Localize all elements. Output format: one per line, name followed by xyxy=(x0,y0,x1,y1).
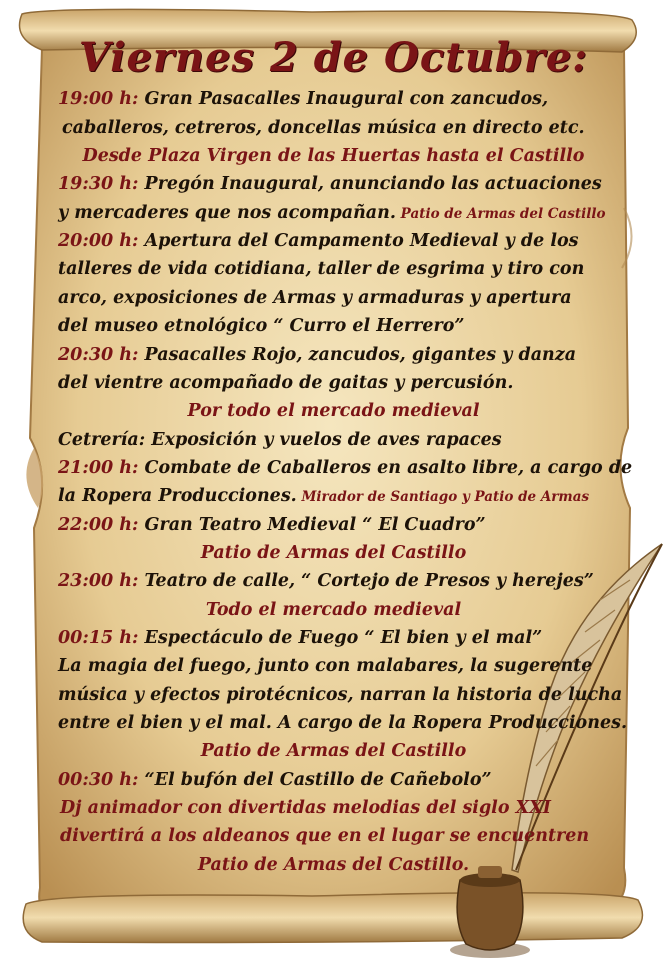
event-text: del museo etnológico “ Curro el Herrero” xyxy=(58,316,465,336)
schedule-line xyxy=(58,767,492,793)
event-text: Espectáculo de Fuego “ El bien y el mal” xyxy=(144,628,543,648)
schedule-line xyxy=(58,342,576,368)
schedule-line xyxy=(60,823,589,849)
event-text: Combate de Caballeros en asalto libre, a cargo de xyxy=(144,458,633,478)
schedule-line xyxy=(58,285,572,311)
inkwell-icon xyxy=(450,866,530,958)
schedule-line xyxy=(58,568,594,594)
event-text: Pregón Inaugural, anunciando las actuaciones xyxy=(144,174,602,194)
location-label: Por todo el mercado medieval xyxy=(187,401,480,421)
event-text: caballeros, cetreros, doncellas música en directo etc. xyxy=(62,118,585,138)
location-label: Todo el mercado medieval xyxy=(205,600,462,620)
location-label: Patio de Armas del Castillo xyxy=(200,741,467,761)
event-time: 22:00 h: xyxy=(58,515,145,535)
location-label: Desde Plaza Virgen de las Huertas hasta el Castillo xyxy=(82,146,585,166)
event-text: Pasacalles Rojo, zancudos, gigantes y danza xyxy=(144,345,577,365)
event-text: Gran Teatro Medieval “ El Cuadro” xyxy=(144,515,486,535)
event-text: y mercaderes que nos acompañan. xyxy=(58,203,396,223)
schedule-line xyxy=(58,625,542,651)
location-label: Patio de Armas del Castillo xyxy=(200,543,467,563)
location-label: Patio de Armas del Castillo. xyxy=(197,855,470,875)
event-time: 19:00 h: xyxy=(58,89,145,109)
event-text: Gran Pasacalles Inaugural con zancudos, xyxy=(144,89,549,109)
schedule-line xyxy=(58,682,622,708)
schedule-line xyxy=(60,795,551,821)
event-time: 00:15 h: xyxy=(58,628,145,648)
schedule-line xyxy=(58,256,584,282)
event-text: del vientre acompañado de gaitas y percusión. xyxy=(58,373,514,393)
event-text: entre el bien y el mal. A cargo de la Ropera Producciones. xyxy=(58,713,628,733)
schedule-line xyxy=(58,86,548,112)
event-text: “El bufón del Castillo de Cañebolo” xyxy=(144,770,492,790)
event-text: música y efectos pirotécnicos, narran la historia de lucha xyxy=(58,685,623,705)
schedule-line xyxy=(58,427,502,453)
event-time: 20:30 h: xyxy=(58,345,145,365)
schedule-line xyxy=(58,313,464,339)
event-time: 19:30 h: xyxy=(58,174,145,194)
schedule-line xyxy=(58,200,606,227)
event-text: la Ropera Producciones. xyxy=(58,486,297,506)
event-time: 23:00 h: xyxy=(58,571,145,591)
location-label: Mirador de Santiago y Patio de Armas xyxy=(296,489,590,505)
event-time: 20:00 h: xyxy=(58,231,145,251)
event-text: talleres de vida cotidiana, taller de esgrima y tiro con xyxy=(58,259,585,279)
schedule-line xyxy=(58,483,589,510)
event-text: Dj animador con divertidas melodias del siglo XXI xyxy=(60,798,551,818)
schedule-line xyxy=(58,171,602,197)
event-text: Teatro de calle, “ Cortejo de Presos y herejes” xyxy=(144,571,594,591)
location-label: Patio de Armas del Castillo xyxy=(395,206,606,222)
event-text: arco, exposiciones de Armas y armaduras y apertura xyxy=(58,288,572,308)
schedule-line xyxy=(58,455,632,481)
event-text: Cetrería: Exposición y vuelos de aves rapaces xyxy=(58,430,502,450)
event-text: divertirá a los aldeanos que en el lugar se encuentren xyxy=(60,826,590,846)
schedule-line xyxy=(58,228,579,254)
event-time: 00:30 h: xyxy=(58,770,145,790)
event-text: Apertura del Campamento Medieval y de los xyxy=(144,231,579,251)
schedule-line xyxy=(58,512,486,538)
schedule-line xyxy=(58,653,592,679)
schedule-line xyxy=(58,370,513,396)
event-text: La magia del fuego, junto con malabares, la sugerente xyxy=(58,656,593,676)
schedule-line xyxy=(58,710,627,736)
page-title: Viernes 2 de Octubre: xyxy=(78,34,589,81)
schedule-line xyxy=(62,115,585,141)
event-time: 21:00 h: xyxy=(58,458,145,478)
